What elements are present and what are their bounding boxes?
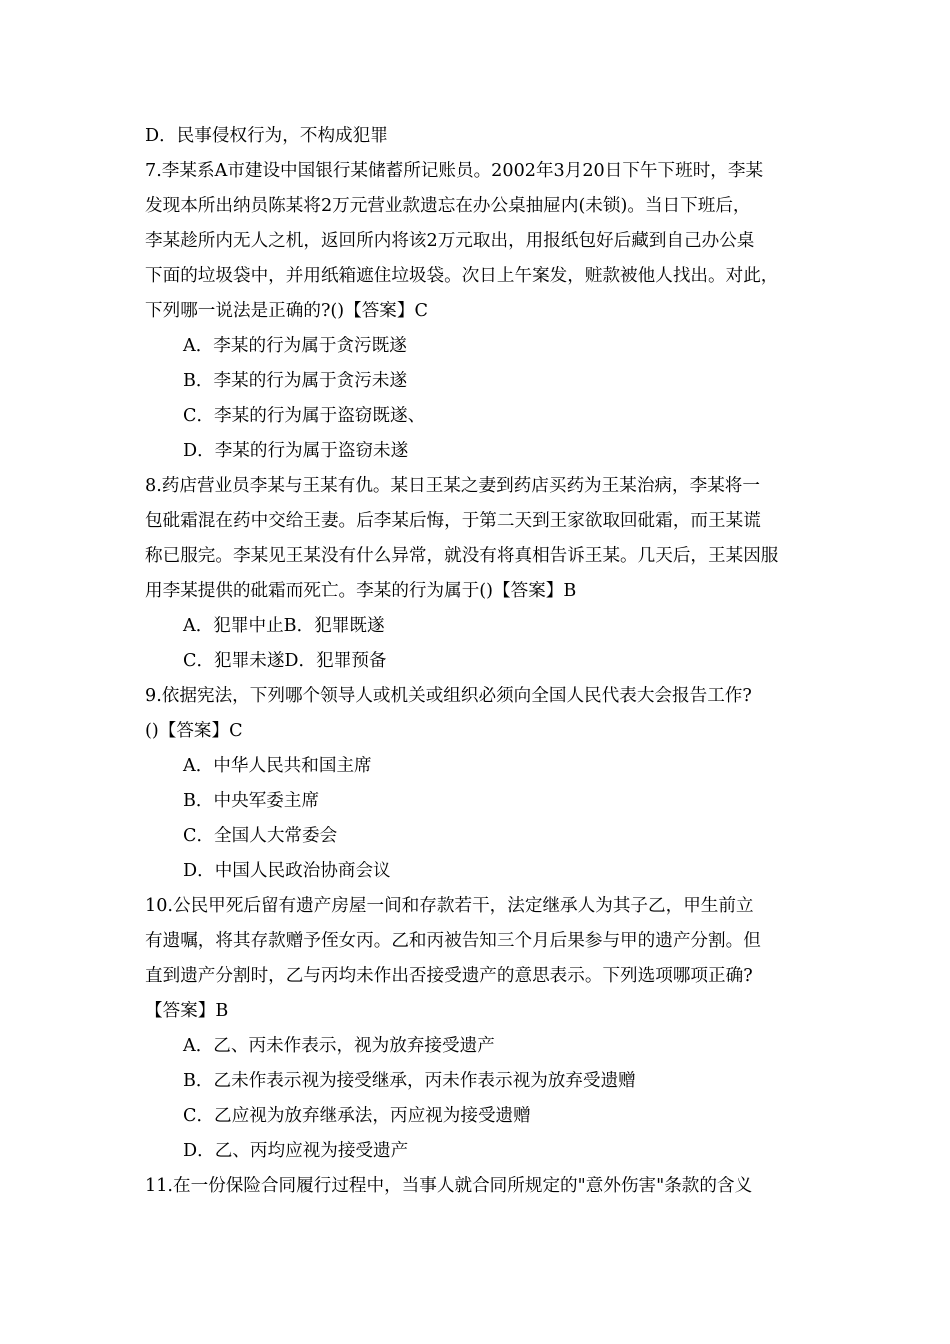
- option-line: A．李某的行为属于贪污既遂: [183, 336, 407, 356]
- option-line: C．乙应视为放弃继承法，丙应视为接受遗赠: [183, 1106, 531, 1126]
- option-line: B．乙未作表示视为接受继承，丙未作表示视为放弃受遗赠: [183, 1071, 636, 1091]
- text-line: 下列哪一说法是正确的?()【答案】C: [145, 301, 428, 321]
- option-line: C．李某的行为属于盗窃既遂、: [183, 406, 426, 426]
- text-line: 用李某提供的砒霜而死亡。李某的行为属于()【答案】B: [145, 581, 577, 601]
- option-line: A．乙、丙未作表示，视为放弃接受遗产: [183, 1036, 495, 1056]
- text-line: 7.李某系A市建设中国银行某储蓄所记账员。2002年3月20日下午下班时，李某: [145, 161, 764, 181]
- text-line: 包砒霜混在药中交给王妻。后李某后悔，于第二天到王家欲取回砒霜，而王某谎: [145, 511, 761, 531]
- text-line: 称已服完。李某见王某没有什么异常，就没有将真相告诉王某。几天后，王某因服: [145, 546, 779, 566]
- option-line: D．中国人民政治协商会议: [183, 861, 391, 881]
- option-line: D．乙、丙均应视为接受遗产: [183, 1141, 409, 1161]
- text-line: 8.药店营业员李某与王某有仇。某日王某之妻到药店买药为王某治病，李某将一: [145, 476, 760, 496]
- option-line: D．李某的行为属于盗窃未遂: [183, 441, 409, 461]
- option-line: C．犯罪未遂D．犯罪预备: [183, 651, 387, 671]
- text-line: ()【答案】C: [145, 721, 243, 741]
- text-line: D．民事侵权行为，不构成犯罪: [145, 126, 388, 146]
- text-line: 有遗嘱，将其存款赠予侄女丙。乙和丙被告知三个月后果参与甲的遗产分割。但: [145, 931, 761, 951]
- text-line: 直到遗产分割时，乙与丙均未作出否接受遗产的意思表示。下列选项哪项正确?: [145, 966, 753, 986]
- text-line: 【答案】B: [145, 1001, 229, 1021]
- option-line: A．中华人民共和国主席: [183, 756, 372, 776]
- text-line: 9.依据宪法，下列哪个领导人或机关或组织必须向全国人民代表大会报告工作?: [145, 686, 752, 706]
- option-line: C．全国人大常委会: [183, 826, 338, 846]
- text-line: 11.在一份保险合同履行过程中，当事人就合同所规定的"意外伤害"条款的含义: [145, 1176, 753, 1196]
- text-line: 发现本所出纳员陈某将2万元营业款遗忘在办公桌抽屉内(未锁)。当日下班后，: [145, 196, 751, 216]
- text-line: 10.公民甲死后留有遗产房屋一间和存款若干，法定继承人为其子乙，甲生前立: [145, 896, 754, 916]
- option-line: B．李某的行为属于贪污未遂: [183, 371, 408, 391]
- text-line: 李某趁所内无人之机，返回所内将该2万元取出，用报纸包好后藏到自己办公桌: [145, 231, 755, 251]
- option-line: A．犯罪中止B．犯罪既遂: [183, 616, 385, 636]
- option-line: B．中央军委主席: [183, 791, 320, 811]
- text-line: 下面的垃圾袋中，并用纸箱遮住垃圾袋。次日上午案发，赃款被他人找出。对此，: [145, 266, 779, 286]
